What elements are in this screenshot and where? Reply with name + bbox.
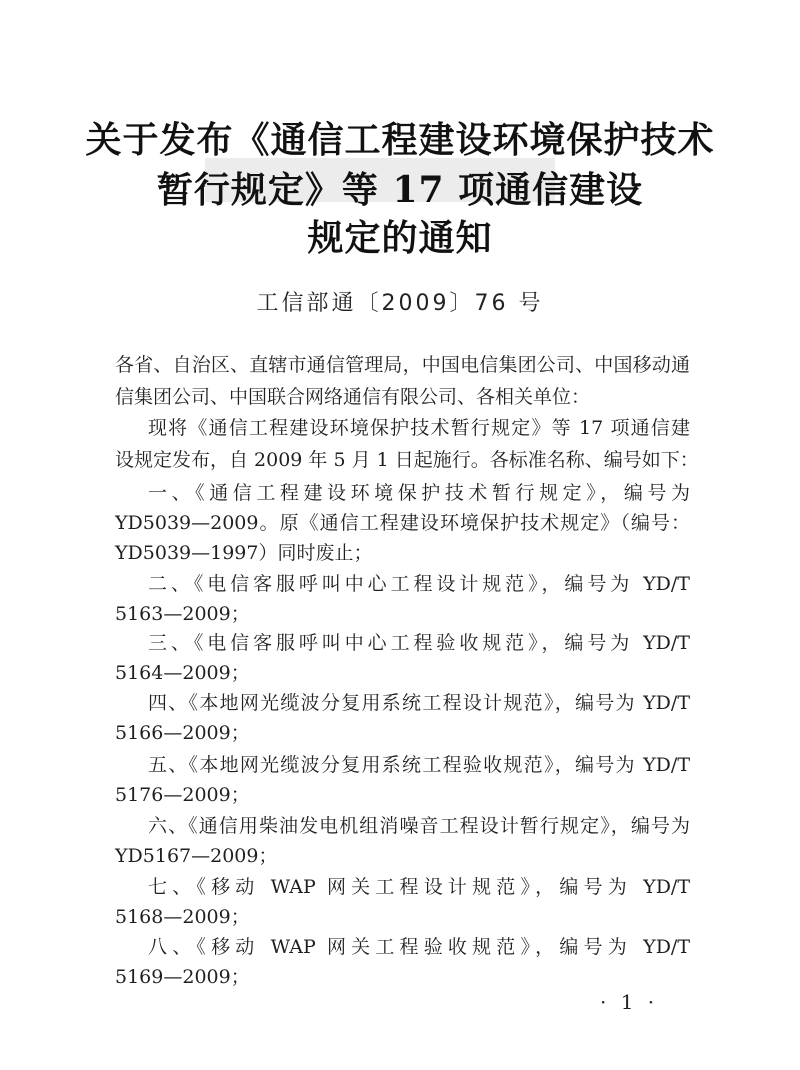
body-line: 七、《移动 WAP 网关工程设计规范》，编号为 YD/T xyxy=(148,876,690,898)
body-line: 现将《通信工程建设环境保护技术暂行规定》等 17 项通信建 xyxy=(148,417,690,439)
page-number: · 1 · xyxy=(600,990,659,1014)
body-line: YD5039—1997）同时废止； xyxy=(115,542,373,564)
body-line: 一、《通信工程建设环境保护技术暂行规定》，编号为 xyxy=(148,482,690,504)
body-line: 四、《本地网光缆波分复用系统工程设计规范》，编号为 YD/T xyxy=(148,692,690,714)
body-line: 八、《移动 WAP 网关工程验收规范》，编号为 YD/T xyxy=(148,936,690,958)
body-line: 设规定发布，自 2009 年 5 月 1 日起施行。各标准名称、编号如下： xyxy=(115,449,699,471)
body-line: 5168—2009； xyxy=(115,906,250,928)
title-line-2: 暂行规定》等 17 项通信建设 xyxy=(156,169,644,211)
body-line: 5166—2009； xyxy=(115,722,250,744)
body-line: 五、《本地网光缆波分复用系统工程验收规范》，编号为 YD/T xyxy=(148,754,690,776)
title-line-3: 规定的通知 xyxy=(307,217,493,259)
document-number: 工信部通〔2009〕76 号 xyxy=(256,291,544,316)
body-line: 5169—2009； xyxy=(115,966,250,988)
body-line: 5163—2009； xyxy=(115,603,250,625)
body-line: 六、《通信用柴油发电机组消噪音工程设计暂行规定》，编号为 xyxy=(148,815,690,837)
body-line: 5164—2009； xyxy=(115,662,250,684)
body-line: 5176—2009； xyxy=(115,784,250,806)
body-line: 三、《电信客服呼叫中心工程验收规范》，编号为 YD/T xyxy=(148,632,690,654)
body-line: YD5167—2009； xyxy=(115,845,278,867)
title-line-1: 关于发布《通信工程建设环境保护技术 xyxy=(85,119,715,161)
body-line: 信集团公司、中国联合网络通信有限公司、各相关单位： xyxy=(115,386,591,408)
body-line: YD5039—2009。原《通信工程建设环境保护技术规定》（编号： xyxy=(115,512,690,534)
body-line: 各省、自治区、直辖市通信管理局，中国电信集团公司、中国移动通 xyxy=(115,354,690,376)
body-line: 二、《电信客服呼叫中心工程设计规范》，编号为 YD/T xyxy=(148,573,690,595)
